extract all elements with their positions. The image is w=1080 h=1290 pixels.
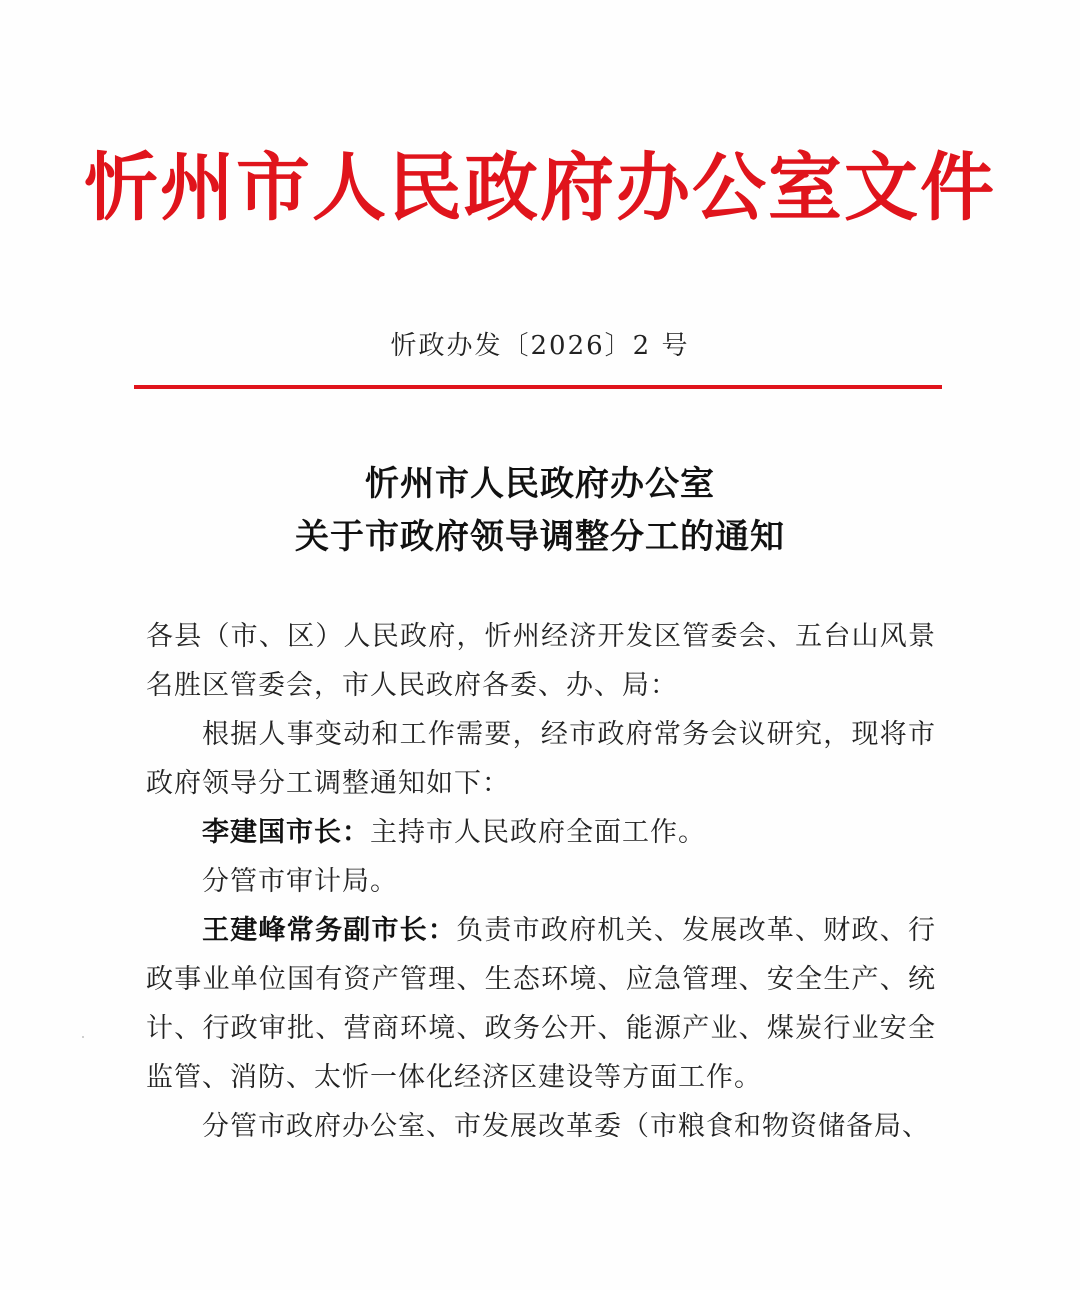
- leader-duties: 主持市人民政府全面工作。: [370, 817, 706, 848]
- notice-title-line-2: 关于市政府领导调整分工的通知: [295, 517, 785, 557]
- leader-name: 李建国市长：: [202, 817, 370, 848]
- leader-oversees-paragraph: 分管市政府办公室、市发展改革委（市粮食和物资储备局、: [202, 1111, 930, 1142]
- leader-duties-paragraph: [146, 906, 936, 1102]
- masthead-title: 忻州市人民政府办公室文件: [84, 145, 996, 231]
- leader-oversees-paragraph: 分管市审计局。: [202, 866, 398, 897]
- leader-duties: 负责市政府机关、发展改革、财政、行政事业单位国有资产管理、生态环境、应急管理、安全生产、统计、行政审批、营商环境、政务公开、能源产业、煤炭行业安全监管、消防、太忻一体化经济区建设等方面工作。: [146, 915, 937, 1093]
- leader-duties-paragraph: [146, 808, 936, 857]
- document-number: 忻政办发〔2026〕2 号: [390, 331, 690, 361]
- notice-body: [146, 612, 936, 1151]
- addressee-paragraph: 各县（市、区）人民政府，忻州经济开发区管委会、五台山风景名胜区管委会，市人民政府各委、办、局：: [146, 621, 936, 701]
- red-divider-line: [134, 385, 942, 389]
- notice-title: [0, 458, 1080, 564]
- intro-paragraph: 根据人事变动和工作需要，经市政府常务会议研究，现将市政府领导分工调整通知如下：: [146, 719, 936, 799]
- scan-speck: [82, 1036, 84, 1038]
- notice-title-line-1: 忻州市人民政府办公室: [365, 464, 715, 504]
- leader-name: 王建峰常务副市长：: [202, 915, 457, 946]
